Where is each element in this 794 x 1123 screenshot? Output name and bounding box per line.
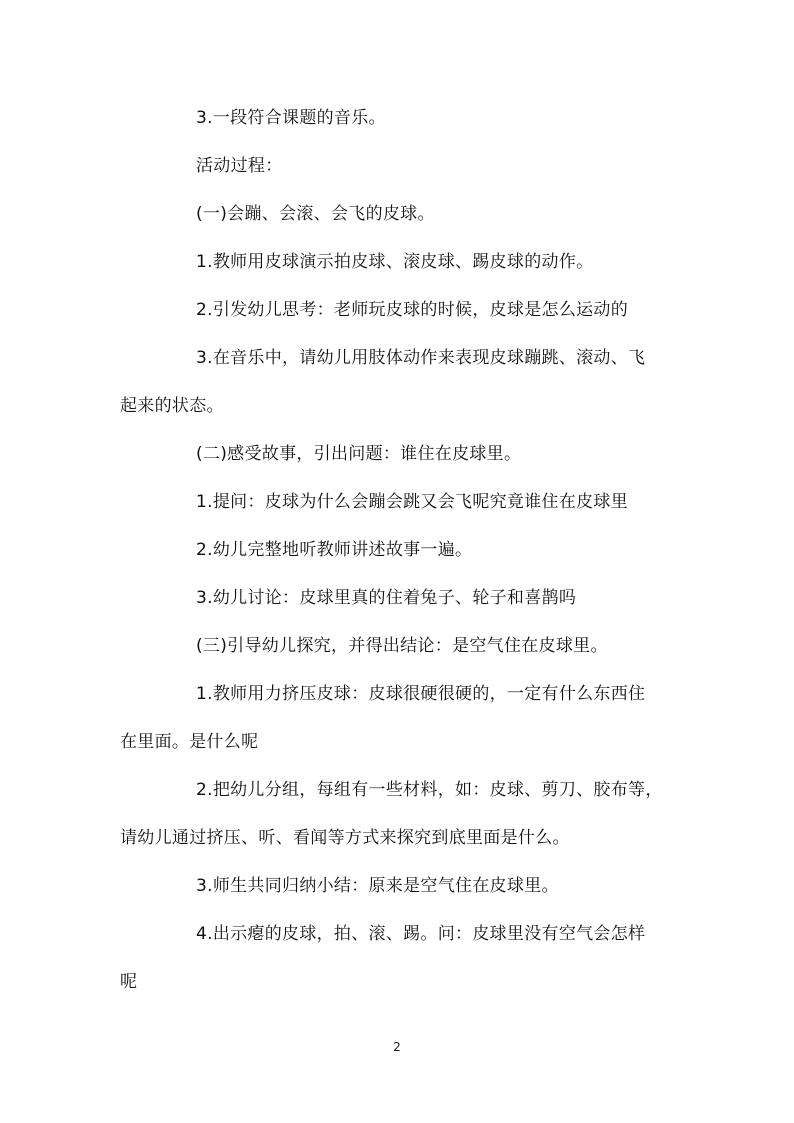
paragraph-line: (二)感受故事，引出问题：谁住在皮球里。: [196, 444, 522, 464]
paragraph-line: (三)引导幼儿探究，并得出结论：是空气住在皮球里。: [196, 636, 608, 656]
paragraph: [120, 670, 676, 766]
paragraph-line: (一)会蹦、会滚、会飞的皮球。: [196, 204, 435, 224]
paragraph-line: 3.师生共同归纳小结：原来是空气住在皮球里。: [196, 876, 559, 896]
paragraph: [120, 910, 676, 1006]
paragraph: [120, 238, 676, 286]
document-body: [120, 94, 676, 1006]
paragraph-line: 活动过程：: [196, 156, 283, 176]
subsection-heading: [120, 430, 676, 478]
subsection-heading: [120, 622, 676, 670]
paragraph-line-continued: 在里面。是什么呢: [120, 732, 259, 752]
paragraph-line: 2.幼儿完整地听教师讲述故事一遍。: [196, 540, 473, 560]
paragraph: [120, 478, 676, 526]
paragraph: [120, 334, 676, 430]
paragraph-line: 2.引发幼儿思考：老师玩皮球的时候，皮球是怎么运动的: [196, 300, 629, 320]
paragraph-line-continued: 呢: [120, 972, 138, 992]
paragraph: [120, 574, 676, 622]
paragraph: [120, 286, 676, 334]
paragraph-line-continued: 起来的状态。: [120, 396, 224, 416]
paragraph-line: 1.提问：皮球为什么会蹦会跳又会飞呢究竟谁住在皮球里: [196, 492, 629, 512]
paragraph: [120, 862, 676, 910]
subsection-heading: [120, 190, 676, 238]
paragraph-line: 3.在音乐中，请幼儿用肢体动作来表现皮球蹦跳、滚动、飞: [196, 348, 646, 368]
section-heading: [120, 142, 676, 190]
paragraph-line: 4.出示瘪的皮球，拍、滚、踢。问：皮球里没有空气会怎样: [196, 924, 646, 944]
paragraph: [120, 94, 676, 142]
paragraph-line: 1.教师用力挤压皮球：皮球很硬很硬的，一定有什么东西住: [196, 684, 646, 704]
paragraph-line: 3.一段符合课题的音乐。: [196, 108, 386, 128]
paragraph-line: 2.把幼儿分组，每组有一些材料，如：皮球、剪刀、胶布等，: [196, 780, 663, 800]
paragraph: [120, 766, 676, 862]
paragraph: [120, 526, 676, 574]
page-number: 2: [393, 1040, 401, 1054]
paragraph-line: 1.教师用皮球演示拍皮球、滚皮球、踢皮球的动作。: [196, 252, 594, 272]
paragraph-line: 3.幼儿讨论：皮球里真的住着兔子、轮子和喜鹊吗: [196, 588, 577, 608]
paragraph-line-continued: 请幼儿通过挤压、听、看闻等方式来探究到底里面是什么。: [120, 828, 570, 848]
